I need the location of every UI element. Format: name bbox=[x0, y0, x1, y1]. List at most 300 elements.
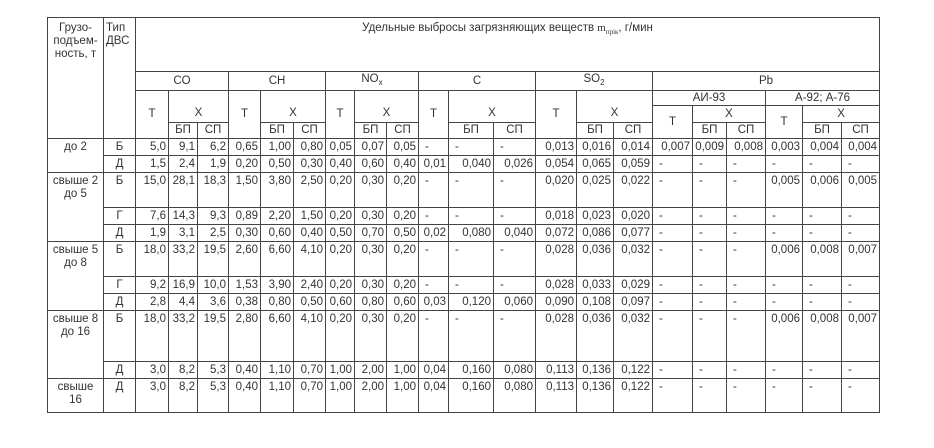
value-cell: - bbox=[693, 225, 727, 242]
pb-header: Pb bbox=[653, 72, 880, 91]
value-cell: 0,007 bbox=[842, 311, 880, 362]
value-cell: 0,30 bbox=[294, 156, 326, 173]
value-cell: - bbox=[727, 311, 766, 362]
value-cell: 0,097 bbox=[614, 294, 653, 311]
value-cell: 0,40 bbox=[326, 156, 355, 173]
value-cell: 0,122 bbox=[614, 362, 653, 379]
value-cell: 0,008 bbox=[803, 311, 842, 362]
co-t-header: Т bbox=[136, 91, 169, 139]
value-cell: 0,60 bbox=[355, 156, 387, 173]
c-header: C bbox=[419, 72, 536, 91]
value-cell: 0,005 bbox=[842, 173, 880, 208]
ch-sp-header: СП bbox=[294, 123, 326, 139]
value-cell: 6,2 bbox=[198, 139, 229, 156]
table-row bbox=[48, 173, 880, 208]
emissions-header bbox=[136, 18, 880, 72]
value-cell: - bbox=[842, 379, 880, 413]
value-cell: 0,136 bbox=[577, 379, 614, 413]
value-cell: - bbox=[653, 225, 693, 242]
pb-a92-header: А-92; А-76 bbox=[766, 91, 880, 106]
co-header: CO bbox=[136, 72, 229, 91]
c-bp-header: БП bbox=[449, 123, 494, 139]
value-cell: - bbox=[842, 156, 880, 173]
value-cell: 4,4 bbox=[169, 294, 198, 311]
value-cell: 0,026 bbox=[494, 156, 536, 173]
value-cell: - bbox=[766, 294, 803, 311]
value-cell: 16,9 bbox=[169, 277, 198, 294]
nox-sp-header: СП bbox=[387, 123, 419, 139]
value-cell: 1,00 bbox=[261, 139, 294, 156]
engine-type-cell: Б bbox=[104, 139, 136, 156]
value-cell: - bbox=[449, 277, 494, 294]
value-cell: 0,01 bbox=[419, 156, 449, 173]
value-cell: 1,10 bbox=[261, 362, 294, 379]
value-cell: 1,53 bbox=[229, 277, 261, 294]
engine-type-cell: Г bbox=[104, 277, 136, 294]
value-cell: 0,07 bbox=[355, 139, 387, 156]
value-cell: 0,014 bbox=[614, 139, 653, 156]
value-cell: 1,00 bbox=[387, 362, 419, 379]
value-cell: - bbox=[727, 294, 766, 311]
value-cell: - bbox=[653, 379, 693, 413]
capacity-group-cell: свыше 2 до 5 bbox=[48, 173, 104, 242]
value-cell: 5,3 bbox=[198, 362, 229, 379]
value-cell: 0,008 bbox=[803, 242, 842, 277]
value-cell: 4,10 bbox=[294, 242, 326, 277]
value-cell: 0,05 bbox=[326, 139, 355, 156]
ch-t-header: Т bbox=[229, 91, 261, 139]
pb-a92-bp-header: БП bbox=[803, 123, 842, 139]
c-x-header: Х bbox=[449, 91, 536, 123]
value-cell: - bbox=[803, 208, 842, 225]
value-cell: 0,30 bbox=[355, 208, 387, 225]
emissions-table bbox=[47, 17, 880, 413]
value-cell: - bbox=[449, 173, 494, 208]
value-cell: 0,006 bbox=[766, 311, 803, 362]
value-cell: 2,4 bbox=[169, 156, 198, 173]
value-cell: 0,016 bbox=[577, 139, 614, 156]
table-row bbox=[48, 156, 880, 173]
value-cell: - bbox=[449, 242, 494, 277]
value-cell: - bbox=[494, 139, 536, 156]
value-cell: 0,080 bbox=[494, 362, 536, 379]
value-cell: 0,60 bbox=[326, 294, 355, 311]
ch-bp-header: БП bbox=[261, 123, 294, 139]
value-cell: 0,120 bbox=[449, 294, 494, 311]
emissions-var: $m_{прік}$ bbox=[597, 22, 619, 36]
value-cell: - bbox=[803, 362, 842, 379]
so2-header: $SO_2$ bbox=[536, 72, 653, 91]
value-cell: - bbox=[727, 379, 766, 413]
value-cell: 0,065 bbox=[577, 156, 614, 173]
value-cell: 0,20 bbox=[326, 173, 355, 208]
value-cell: - bbox=[842, 208, 880, 225]
value-cell: - bbox=[419, 173, 449, 208]
value-cell: 0,20 bbox=[229, 156, 261, 173]
value-cell: - bbox=[803, 277, 842, 294]
value-cell: - bbox=[419, 242, 449, 277]
ch-header: CH bbox=[229, 72, 326, 91]
value-cell: - bbox=[693, 173, 727, 208]
nox-t-header: Т bbox=[326, 91, 355, 139]
value-cell: - bbox=[803, 379, 842, 413]
value-cell: 0,007 bbox=[842, 242, 880, 277]
value-cell: 3,90 bbox=[261, 277, 294, 294]
value-cell: 0,05 bbox=[387, 139, 419, 156]
table-row bbox=[48, 379, 880, 413]
value-cell: 1,50 bbox=[229, 173, 261, 208]
table-row bbox=[48, 208, 880, 225]
value-cell: 0,060 bbox=[494, 294, 536, 311]
value-cell: 14,3 bbox=[169, 208, 198, 225]
value-cell: 0,50 bbox=[261, 156, 294, 173]
value-cell: 0,80 bbox=[355, 294, 387, 311]
value-cell: 0,80 bbox=[261, 294, 294, 311]
pb-a92-t-header: Т bbox=[766, 106, 803, 139]
value-cell: 0,032 bbox=[614, 311, 653, 362]
value-cell: 0,040 bbox=[449, 156, 494, 173]
table-row bbox=[48, 362, 880, 379]
value-cell: 1,00 bbox=[326, 379, 355, 413]
value-cell: - bbox=[494, 173, 536, 208]
value-cell: 0,122 bbox=[614, 379, 653, 413]
value-cell: 1,00 bbox=[387, 379, 419, 413]
pb-ai93-bp-header: БП bbox=[693, 123, 727, 139]
capacity-group-cell: свыше 8 до 16 bbox=[48, 311, 104, 379]
value-cell: - bbox=[693, 362, 727, 379]
value-cell: 2,40 bbox=[294, 277, 326, 294]
value-cell: 0,028 bbox=[536, 242, 577, 277]
engine-type-cell: Б bbox=[104, 242, 136, 277]
capacity-group-cell: до 2 bbox=[48, 139, 104, 173]
value-cell: - bbox=[449, 139, 494, 156]
value-cell: 9,2 bbox=[136, 277, 169, 294]
value-cell: 0,036 bbox=[577, 311, 614, 362]
value-cell: 0,30 bbox=[355, 242, 387, 277]
value-cell: 0,70 bbox=[355, 225, 387, 242]
engine-type-cell: Д bbox=[104, 156, 136, 173]
table-body bbox=[48, 139, 880, 413]
value-cell: 2,5 bbox=[198, 225, 229, 242]
value-cell: - bbox=[693, 208, 727, 225]
capacity-group-cell: свыше 5 до 8 bbox=[48, 242, 104, 311]
capacity-group-cell: свыше 16 bbox=[48, 379, 104, 413]
value-cell: 0,025 bbox=[577, 173, 614, 208]
value-cell: - bbox=[766, 277, 803, 294]
value-cell: 2,00 bbox=[355, 379, 387, 413]
value-cell: 0,036 bbox=[577, 242, 614, 277]
capacity-header bbox=[48, 18, 104, 139]
value-cell: - bbox=[727, 173, 766, 208]
value-cell: 0,028 bbox=[536, 277, 577, 294]
value-cell: 3,6 bbox=[198, 294, 229, 311]
pb-a92-x-header: Х bbox=[803, 106, 880, 123]
value-cell: 0,059 bbox=[614, 156, 653, 173]
co-x-header: Х bbox=[169, 91, 229, 123]
value-cell: 0,20 bbox=[387, 311, 419, 362]
value-cell: 5,0 bbox=[136, 139, 169, 156]
value-cell: - bbox=[727, 208, 766, 225]
value-cell: - bbox=[842, 362, 880, 379]
engine-type-cell: Д bbox=[104, 362, 136, 379]
value-cell: 0,30 bbox=[229, 225, 261, 242]
value-cell: - bbox=[727, 277, 766, 294]
value-cell: 8,2 bbox=[169, 362, 198, 379]
value-cell: 0,080 bbox=[449, 225, 494, 242]
value-cell: 0,022 bbox=[614, 173, 653, 208]
value-cell: 0,50 bbox=[294, 294, 326, 311]
value-cell: 0,40 bbox=[229, 379, 261, 413]
value-cell: - bbox=[693, 156, 727, 173]
value-cell: - bbox=[419, 208, 449, 225]
value-cell: 0,090 bbox=[536, 294, 577, 311]
value-cell: - bbox=[803, 225, 842, 242]
value-cell: - bbox=[653, 362, 693, 379]
value-cell: 1,10 bbox=[261, 379, 294, 413]
value-cell: 0,30 bbox=[355, 173, 387, 208]
so2-bp-header: БП bbox=[577, 123, 614, 139]
engine-type-cell: Б bbox=[104, 311, 136, 362]
value-cell: 5,3 bbox=[198, 379, 229, 413]
value-cell: - bbox=[693, 379, 727, 413]
value-cell: 0,040 bbox=[494, 225, 536, 242]
value-cell: 28,1 bbox=[169, 173, 198, 208]
engine-type-cell: Д bbox=[104, 294, 136, 311]
value-cell: - bbox=[419, 277, 449, 294]
value-cell: 0,38 bbox=[229, 294, 261, 311]
value-cell: - bbox=[653, 242, 693, 277]
table-row bbox=[48, 277, 880, 294]
capacity-header-text: Грузо-подъем-ность, т bbox=[53, 22, 98, 60]
emissions-header-prefix: Удельные выбросы загрязняющих веществ bbox=[362, 22, 598, 34]
value-cell: 19,5 bbox=[198, 242, 229, 277]
value-cell: 0,018 bbox=[536, 208, 577, 225]
value-cell: 0,136 bbox=[577, 362, 614, 379]
value-cell: 33,2 bbox=[169, 242, 198, 277]
value-cell: - bbox=[653, 294, 693, 311]
value-cell: 2,50 bbox=[294, 173, 326, 208]
value-cell: - bbox=[693, 277, 727, 294]
value-cell: 6,60 bbox=[261, 311, 294, 362]
value-cell: - bbox=[727, 225, 766, 242]
value-cell: - bbox=[766, 156, 803, 173]
value-cell: 0,04 bbox=[419, 362, 449, 379]
value-cell: 0,033 bbox=[577, 277, 614, 294]
value-cell: 0,80 bbox=[294, 139, 326, 156]
value-cell: 19,5 bbox=[198, 311, 229, 362]
value-cell: 1,00 bbox=[326, 362, 355, 379]
so2-t-header: Т bbox=[536, 91, 577, 139]
value-cell: - bbox=[653, 277, 693, 294]
value-cell: - bbox=[449, 311, 494, 362]
value-cell: - bbox=[494, 208, 536, 225]
value-cell: - bbox=[766, 362, 803, 379]
value-cell: 0,65 bbox=[229, 139, 261, 156]
value-cell: 0,20 bbox=[387, 277, 419, 294]
engine-type-header-text: Тип ДВС bbox=[106, 22, 130, 47]
table-row bbox=[48, 225, 880, 242]
value-cell: - bbox=[653, 311, 693, 362]
value-cell: 9,1 bbox=[169, 139, 198, 156]
value-cell: 2,8 bbox=[136, 294, 169, 311]
value-cell: 0,20 bbox=[326, 277, 355, 294]
value-cell: 0,113 bbox=[536, 362, 577, 379]
value-cell: - bbox=[727, 362, 766, 379]
value-cell: 0,50 bbox=[387, 225, 419, 242]
value-cell: 18,3 bbox=[198, 173, 229, 208]
value-cell: 0,028 bbox=[536, 311, 577, 362]
value-cell: 2,60 bbox=[229, 242, 261, 277]
engine-type-cell: Б bbox=[104, 173, 136, 208]
value-cell: 0,006 bbox=[803, 173, 842, 208]
value-cell: - bbox=[727, 242, 766, 277]
engine-type-cell: Г bbox=[104, 208, 136, 225]
value-cell: 0,113 bbox=[536, 379, 577, 413]
co-bp-header: БП bbox=[169, 123, 198, 139]
value-cell: 0,60 bbox=[387, 294, 419, 311]
value-cell: 0,03 bbox=[419, 294, 449, 311]
value-cell: 0,40 bbox=[294, 225, 326, 242]
so2-sp-header: СП bbox=[614, 123, 653, 139]
value-cell: - bbox=[766, 379, 803, 413]
value-cell: 1,9 bbox=[198, 156, 229, 173]
value-cell: - bbox=[842, 225, 880, 242]
value-cell: 0,054 bbox=[536, 156, 577, 173]
value-cell: 0,30 bbox=[355, 277, 387, 294]
value-cell: 15,0 bbox=[136, 173, 169, 208]
value-cell: 10,0 bbox=[198, 277, 229, 294]
value-cell: 0,50 bbox=[326, 225, 355, 242]
value-cell: 0,080 bbox=[494, 379, 536, 413]
value-cell: - bbox=[653, 208, 693, 225]
value-cell: 18,0 bbox=[136, 242, 169, 277]
pb-ai93-x-header: Х bbox=[693, 106, 766, 123]
value-cell: - bbox=[842, 294, 880, 311]
value-cell: 0,008 bbox=[727, 139, 766, 156]
value-cell: - bbox=[494, 242, 536, 277]
value-cell: - bbox=[693, 242, 727, 277]
value-cell: 1,50 bbox=[294, 208, 326, 225]
value-cell: 7,6 bbox=[136, 208, 169, 225]
value-cell: 0,30 bbox=[355, 311, 387, 362]
value-cell: 0,20 bbox=[326, 311, 355, 362]
value-cell: 2,80 bbox=[229, 311, 261, 362]
value-cell: 0,072 bbox=[536, 225, 577, 242]
value-cell: - bbox=[693, 311, 727, 362]
value-cell: 0,007 bbox=[653, 139, 693, 156]
so2-x-header: Х bbox=[577, 91, 653, 123]
value-cell: - bbox=[766, 225, 803, 242]
value-cell: 0,032 bbox=[614, 242, 653, 277]
co-sp-header: СП bbox=[198, 123, 229, 139]
nox-x-header: Х bbox=[355, 91, 419, 123]
value-cell: - bbox=[803, 294, 842, 311]
value-cell: - bbox=[693, 294, 727, 311]
emissions-header-suffix: , г/мин bbox=[618, 22, 653, 34]
pb-ai93-header: АИ-93 bbox=[653, 91, 766, 106]
value-cell: 0,40 bbox=[229, 362, 261, 379]
value-cell: 0,04 bbox=[419, 379, 449, 413]
value-cell: 0,020 bbox=[536, 173, 577, 208]
value-cell: 0,077 bbox=[614, 225, 653, 242]
value-cell: 0,40 bbox=[387, 156, 419, 173]
value-cell: 0,009 bbox=[693, 139, 727, 156]
value-cell: 0,003 bbox=[766, 139, 803, 156]
pb-a92-sp-header: СП bbox=[842, 123, 880, 139]
value-cell: 1,5 bbox=[136, 156, 169, 173]
value-cell: 0,20 bbox=[387, 208, 419, 225]
value-cell: 0,20 bbox=[387, 242, 419, 277]
value-cell: 0,005 bbox=[766, 173, 803, 208]
value-cell: - bbox=[766, 208, 803, 225]
value-cell: 0,013 bbox=[536, 139, 577, 156]
value-cell: 3,0 bbox=[136, 362, 169, 379]
value-cell: 3,80 bbox=[261, 173, 294, 208]
nox-bp-header: БП bbox=[355, 123, 387, 139]
value-cell: 0,160 bbox=[449, 379, 494, 413]
value-cell: 0,020 bbox=[614, 208, 653, 225]
value-cell: - bbox=[419, 311, 449, 362]
value-cell: 8,2 bbox=[169, 379, 198, 413]
engine-type-header bbox=[104, 18, 136, 139]
value-cell: 0,086 bbox=[577, 225, 614, 242]
value-cell: 2,20 bbox=[261, 208, 294, 225]
value-cell: 33,2 bbox=[169, 311, 198, 362]
value-cell: 0,160 bbox=[449, 362, 494, 379]
value-cell: 0,20 bbox=[326, 242, 355, 277]
value-cell: 1,9 bbox=[136, 225, 169, 242]
value-cell: 0,89 bbox=[229, 208, 261, 225]
value-cell: 3,0 bbox=[136, 379, 169, 413]
engine-type-cell: Д bbox=[104, 379, 136, 413]
value-cell: - bbox=[419, 139, 449, 156]
value-cell: 0,029 bbox=[614, 277, 653, 294]
value-cell: 4,10 bbox=[294, 311, 326, 362]
value-cell: 18,0 bbox=[136, 311, 169, 362]
value-cell: 6,60 bbox=[261, 242, 294, 277]
value-cell: 0,70 bbox=[294, 362, 326, 379]
value-cell: 2,00 bbox=[355, 362, 387, 379]
engine-type-cell: Д bbox=[104, 225, 136, 242]
table-row bbox=[48, 139, 880, 156]
value-cell: 0,20 bbox=[387, 173, 419, 208]
value-cell: 0,60 bbox=[261, 225, 294, 242]
table-row bbox=[48, 294, 880, 311]
value-cell: - bbox=[449, 208, 494, 225]
value-cell: 9,3 bbox=[198, 208, 229, 225]
value-cell: - bbox=[653, 173, 693, 208]
value-cell: 0,02 bbox=[419, 225, 449, 242]
value-cell: 0,20 bbox=[326, 208, 355, 225]
table-row bbox=[48, 242, 880, 277]
pb-ai93-t-header: Т bbox=[653, 106, 693, 139]
value-cell: - bbox=[653, 156, 693, 173]
value-cell: 3,1 bbox=[169, 225, 198, 242]
pb-ai93-sp-header: СП bbox=[727, 123, 766, 139]
value-cell: 0,004 bbox=[803, 139, 842, 156]
c-sp-header: СП bbox=[494, 123, 536, 139]
value-cell: - bbox=[842, 277, 880, 294]
value-cell: 0,004 bbox=[842, 139, 880, 156]
value-cell: - bbox=[727, 156, 766, 173]
value-cell: 0,70 bbox=[294, 379, 326, 413]
value-cell: 0,108 bbox=[577, 294, 614, 311]
value-cell: - bbox=[494, 277, 536, 294]
c-t-header: Т bbox=[419, 91, 449, 139]
table-row bbox=[48, 311, 880, 362]
nox-header: $NO_x$ bbox=[326, 72, 419, 91]
value-cell: - bbox=[494, 311, 536, 362]
